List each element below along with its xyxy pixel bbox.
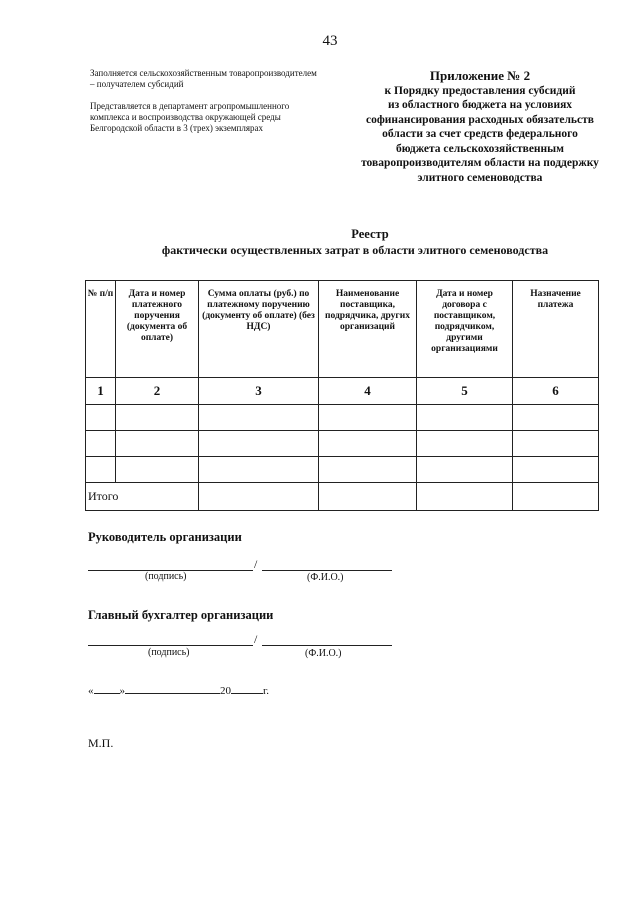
appendix-line: бюджета сельскохозяйственным	[396, 142, 564, 155]
total-label: Итого	[86, 483, 199, 511]
table-cell[interactable]	[319, 457, 417, 483]
appendix-line: софинансирования расходных обязательств	[366, 113, 594, 126]
name-caption: (Ф.И.О.)	[307, 572, 344, 583]
column-number: 6	[513, 378, 599, 405]
signature-caption: (подпись)	[145, 571, 187, 582]
appendix-line: товаропроизводителям области на поддержку	[361, 157, 599, 169]
table-cell[interactable]	[319, 431, 417, 457]
appendix-header	[330, 69, 630, 185]
table-cell[interactable]	[199, 431, 319, 457]
column-header: Назначение платежа	[513, 281, 599, 378]
table-cell[interactable]	[319, 405, 417, 431]
table-cell[interactable]	[116, 431, 199, 457]
head-name-line[interactable]	[262, 570, 392, 571]
page-number: 43	[322, 33, 338, 49]
year-prefix: 20	[220, 685, 231, 697]
signature-caption: (подпись)	[148, 647, 190, 658]
name-caption: (Ф.И.О.)	[305, 648, 342, 659]
separator: /	[254, 632, 258, 646]
total-row	[86, 483, 599, 511]
table-cell[interactable]	[116, 457, 199, 483]
table-cell[interactable]	[199, 457, 319, 483]
accountant-signature-line[interactable]	[88, 645, 253, 646]
filled-by-note: Заполняется сельскохозяйственным товаропроизводителем – получателем субсидий	[90, 68, 317, 89]
column-number: 1	[86, 378, 116, 405]
appendix-line: из областного бюджета на условиях	[387, 99, 573, 111]
accountant-title: Главный бухгалтер организации	[88, 608, 274, 622]
table-cell[interactable]	[86, 405, 116, 431]
close-quote: »	[119, 685, 125, 697]
column-header: Дата и номер платежного поручения (документа об оплате)	[116, 281, 199, 378]
table-cell[interactable]	[417, 457, 513, 483]
date-line	[88, 683, 269, 697]
table-cell[interactable]	[319, 483, 417, 511]
table-row	[86, 457, 599, 483]
appendix-heading: Приложение № 2	[429, 68, 531, 83]
table-cell[interactable]	[86, 457, 116, 483]
day-field[interactable]	[94, 683, 120, 694]
column-header: Наименование поставщика, подрядчика, других организаций	[319, 281, 417, 378]
table-cell[interactable]	[199, 483, 319, 511]
table-cell[interactable]	[86, 431, 116, 457]
table-cell[interactable]	[116, 405, 199, 431]
column-header: Сумма оплаты (руб.) по платежному поручению (документу об оплате) (без НДС)	[199, 281, 319, 378]
table-cell[interactable]	[417, 431, 513, 457]
table-header-row	[86, 281, 599, 378]
submitted-to-note: Представляется в департамент агропромышленного комплекса и воспроизводства окружающей среды Белгородской области в 3 (трех) экземплярах	[90, 101, 290, 133]
column-number: 2	[116, 378, 199, 405]
registry-table	[85, 280, 599, 511]
table-cell[interactable]	[513, 483, 599, 511]
year-field[interactable]	[231, 683, 263, 694]
table-row	[86, 431, 599, 457]
table-cell[interactable]	[513, 405, 599, 431]
head-title: Руководитель организации	[88, 530, 242, 544]
appendix-line: области за счет средств федерального	[382, 128, 578, 140]
open-quote: «	[88, 685, 94, 697]
column-number: 5	[417, 378, 513, 405]
column-number: 3	[199, 378, 319, 405]
table-cell[interactable]	[513, 431, 599, 457]
table-cell[interactable]	[417, 483, 513, 511]
appendix-line: элитного семеноводства	[417, 171, 543, 184]
column-number-row	[86, 378, 599, 405]
separator: /	[254, 557, 258, 571]
table-cell[interactable]	[199, 405, 319, 431]
registry-subtitle: фактически осуществленных затрат в области элитного семеноводства	[161, 243, 549, 257]
registry-title: Реестр	[351, 227, 389, 241]
year-suffix: г.	[263, 685, 270, 697]
column-number: 4	[319, 378, 417, 405]
stamp-place: М.П.	[88, 736, 114, 750]
table-cell[interactable]	[513, 457, 599, 483]
appendix-line: к Порядку предоставления субсидий	[384, 84, 576, 97]
column-header: № п/п	[86, 281, 116, 378]
column-header: Дата и номер договора с поставщиком, подрядчиком, другими организациями	[417, 281, 513, 378]
table-row	[86, 405, 599, 431]
accountant-name-line[interactable]	[262, 645, 392, 646]
table-cell[interactable]	[417, 405, 513, 431]
month-field[interactable]	[125, 683, 220, 694]
